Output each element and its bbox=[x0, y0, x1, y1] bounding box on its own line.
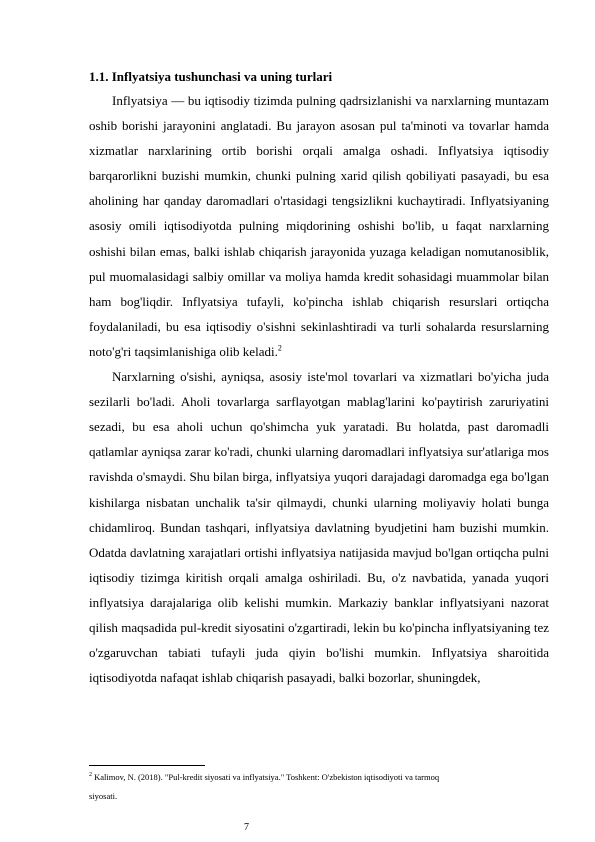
paragraph-2 bbox=[89, 364, 549, 690]
paragraph-1-text: Inflyatsiya — bu iqtisodiy tizimda pulning qadrsizlanishi va narxlarning muntazam oshib borishi jarayonini anglatadi. Bu jarayon asosan pul ta'minoti va tovarlar hamda xizmatlar narxlarining ortib borishi orqali amalga oshadi. Inflyatsiya iqtisodiy barqarorlikni buzishi mumkin, chunki pulning xarid qilish qobiliyati pasayadi, bu esa aholining har qanday daromadlari o'rtasidagi tengsizlikni kuchaytiradi. Inflyatsiyaning asosiy omili iqtisodiyotda pulning miqdorining oshishi bo'lib, u faqat narxlarning oshishi bilan emas, balki ishlab chiqarish jarayonida yuzaga keladigan nomutanosiblik, pul muomalasidagi salbiy omillar va moliya hamda kredit sohasidagi muammolar bilan ham bog'liqdir. Inflyatsiya tufayli, ko'pincha ishlab chiqarish resurslari ortiqcha foydalaniladi, bu esa iqtisodiy o'sishni sekinlashtiradi va turli sohalarda resurslarning noto'g'ri taqsimlanishiga olib keladi. bbox=[89, 93, 549, 359]
paragraph-2-text: Narxlarning o'sishi, ayniqsa, asosiy iste'mol tovarlari va xizmatlari bo'yicha juda sezilarli bo'ladi. Aholi tovarlarga sarflayotgan mablag'larini ko'paytirish zaruriyatini sezadi, bu esa aholi uchun qo'shimcha yuk yaratadi. Bu holatda, past daromadli qatlamlar ayniqsa zarar ko'radi, chunki ularning daromadlari inflyatsiya sur'atlariga mos ravishda o'smaydi. Shu bilan birga, inflyatsiya yuqori darajadagi daromadga ega bo'lgan kishilarga nisbatan unchalik ta'sir qilmaydi, chunki ularning moliyaviy holati bunga chidamliroq. Bundan tashqari, inflyatsiya davlatning byudjetini ham buzishi mumkin. Odatda davlatning xarajatlari ortishi inflyatsiya natijasida mavjud bo'lgan ortiqcha pulni iqtisodiy tizimga kiritish orqali amalga oshiriladi. Bu, o'z navbatida, yanada yuqori inflyatsiya darajalariga olib kelishi mumkin. Markaziy banklar inflyatsiyani nazorat qilish maqsadida pul-kredit siyosatini o'zgartiradi, lekin bu ko'pincha inflyatsiyaning tez o'zgaruvchan tabiati tufayli juda qiyin bo'lishi mumkin. Inflyatsiya sharoitida iqtisodiyotda nafaqat ishlab chiqarish pasayadi, balki bozorlar, shuningdek, bbox=[89, 369, 549, 686]
section-heading: 1.1. Inflyatsiya tushunchasi va uning turlari bbox=[89, 69, 333, 84]
footnote-citation: Kalimov, N. (2018). "Pul-kredit siyosati va inflyatsiya." Toshkent: O'zbekiston iqtisodiyoti va tarmoq bbox=[94, 772, 440, 782]
footnote-separator bbox=[89, 765, 205, 766]
footnote-line-1 bbox=[89, 768, 549, 787]
footnote-number: 2 bbox=[89, 772, 92, 779]
paragraph-1 bbox=[89, 88, 549, 364]
footnote-reference[interactable]: 2 bbox=[277, 343, 282, 353]
footnote bbox=[89, 768, 549, 806]
page-number: 7 bbox=[244, 822, 249, 833]
footnote-line-2: siyosati. bbox=[89, 791, 118, 801]
body-text bbox=[89, 88, 549, 690]
